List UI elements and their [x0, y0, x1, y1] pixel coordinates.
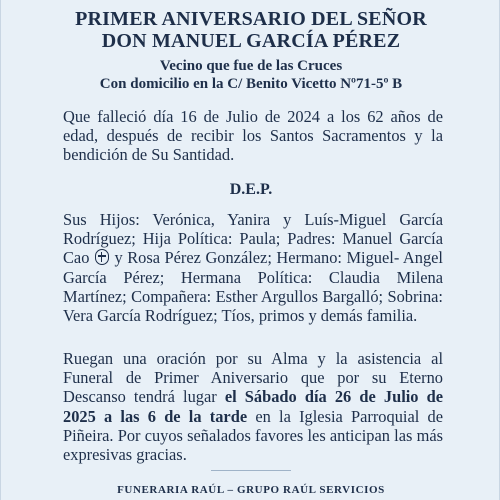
- page-title-line2: DON MANUEL GARCÍA PÉREZ: [101, 30, 401, 52]
- family-paragraph: [63, 210, 443, 325]
- subtitle-address: Con domicilio en la C/ Benito Vicetto Nº71-5º B: [99, 76, 403, 92]
- request-text-end: en la Iglesia Parroquial de Piñeira. Por cuyos señalados favores les anticipan las más expresivas gracias.: [63, 406, 443, 465]
- family-text-start: Sus Hijos: Verónica, Yanira y Luís-Miguel García Rodríguez; Hija Política: Paula; Padres: Manuel García Cao: [63, 210, 443, 268]
- funeral-date-time: el Sábado día 26 de Julio de 2025 a las 6 de la tarde: [63, 387, 444, 426]
- page-title-line1: PRIMER ANIVERSARIO DEL SEÑOR: [75, 8, 427, 30]
- death-notice-paragraph: Que falleció día 16 de Julio de 2024 a los 62 años de edad, después de recibir los Santos Sacramentos y la bendición de Su Santidad.: [63, 107, 443, 165]
- subtitle-neighbor: Vecino que fue de las Cruces: [159, 58, 343, 74]
- footer-divider: [211, 470, 291, 471]
- funeral-home-footer: FUNERARIA RAÚL – GRUPO RAÚL SERVICIOS: [117, 484, 385, 496]
- dep-heading: D.E.P.: [229, 181, 273, 198]
- funeral-request-paragraph: [63, 349, 443, 464]
- cross-in-circle-icon: [95, 249, 109, 265]
- request-text-start: Ruegan una oración por su Alma y la asistencia al Funeral de Primer Aniversario que por su Eterno Descanso tendrá lugar: [63, 349, 443, 407]
- family-text-end: y Rosa Pérez González; Hermano: Miguel- Angel García Pérez; Hermana Política: Claudia Milena Martínez; Compañera: Esther Argullos Bargalló; Sobrina: Vera García Rodríguez; Tíos, primos y demás familia.: [63, 248, 443, 326]
